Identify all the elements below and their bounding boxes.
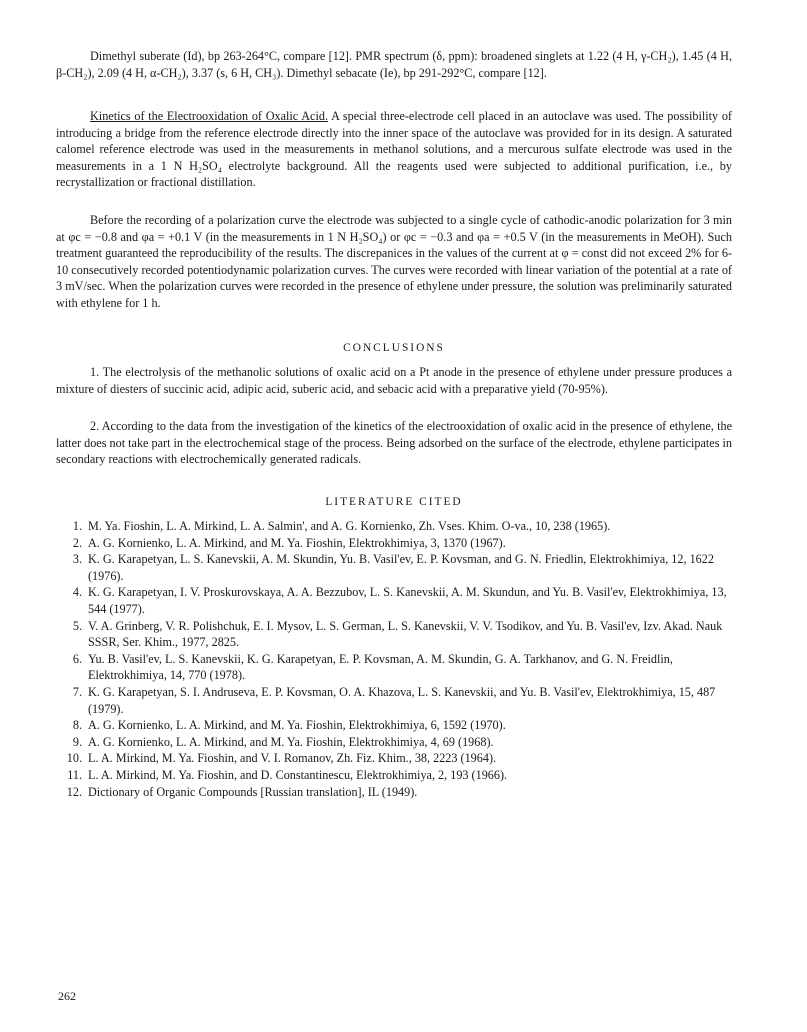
reference-text: V. A. Grinberg, V. R. Polishchuk, E. I. Mysov, L. S. German, L. S. Kanevskii, V. V. Tsodikov, and Yu. B. Vasil'ev, Izv. Akad. Nauk SSSR, Ser. Khim., 1977, 2825. [88,618,723,650]
reference-number: 11. [67,767,82,782]
reference-item [56,684,732,717]
reference-item [56,767,732,784]
reference-text: K. G. Karapetyan, I. V. Proskurovskaya, A. A. Bezzubov, L. S. Kanevskii, A. M. Skundun, and Yu. B. Vasil'ev, Elektrokhimiya, 13, 544 (1977). [88,585,727,616]
reference-item [56,750,732,767]
reference-number: 12. [66,784,82,799]
experimental-paragraph-kinetics [56,108,732,191]
literature-cited-heading: LITERATURE CITED [325,496,463,508]
reference-item [56,784,732,801]
reference-number: 4. [72,585,82,600]
reference-number: 9. [72,734,82,749]
reference-text: Dictionary of Organic Compounds [Russian translation], IL (1949). [88,784,418,799]
reference-text: Yu. B. Vasil'ev, L. S. Kanevskii, K. G. Karapetyan, E. P. Kovsman, A. M. Skundin, G. A. Tarkhanov, and G. N. Freidlin, Elektrokhimiya, 14, 770 (1978). [88,651,673,683]
reference-item [56,734,732,751]
experimental-paragraph-polarization [56,212,732,312]
conclusions-heading: CONCLUSIONS [343,342,445,354]
reference-number: 6. [72,651,82,666]
conclusion-item-1 [56,364,732,397]
reference-text: A. G. Kornienko, L. A. Mirkind, and M. Ya. Fioshin, Elektrokhimiya, 3, 1370 (1967). [88,535,506,550]
reference-item [56,618,732,651]
reference-list [56,518,732,800]
paragraph-text: A special three-electrode cell placed in an autoclave was used. The possibility of introducing a bridge from the reference electrode directly into the inner space of the autoclave was provided for in its design. A saturated calomel reference electrode was used in the measurements in methanol solutions, and a mercurous sulfate electrode was used in the measurements in a 1 N H₂SO₄ electrolyte background. All the reagents used were subjected to additional purification, i.e., by recrystallization or fractional distillation. [56,109,732,190]
reference-number: 10. [66,751,82,766]
reference-number: 2. [72,535,82,550]
reference-text: L. A. Mirkind, M. Ya. Fioshin, and D. Constantinescu, Elektrokhimiya, 2, 193 (1966). [88,767,508,782]
reference-text: K. G. Karapetyan, L. S. Kanevskii, A. M. Skundin, Yu. B. Vasil'ev, E. P. Kovsman, and G. N. Friedlin, Elektrokhimiya, 12, 1622 (1976). [88,552,714,583]
reference-text: L. A. Mirkind, M. Ya. Fioshin, and V. I. Romanov, Zh. Fiz. Khim., 38, 2223 (1964). [88,751,497,766]
reference-number: 5. [72,618,82,633]
reference-item [56,551,732,584]
reference-number: 1. [72,519,82,533]
paragraph-text: Before the recording of a polarization curve the electrode was subjected to a single cycle of cathodic-anodic polarization for 3 min at φc = −0.8 and φa = +0.1 V (in the measurements in 1 N H₂SO₄) or φc = −0.3 and φa = +0.5 V (in the measurements in MeOH). Such treatment guaranteed the reproducibility of the results. The discrepanices in the values of the current at φ = const did not exceed 2% for 6-10 consecutively recorded potentiodynamic polarization curves. The curves were recorded with linear variation of the potential at a rate of 3 mV/sec. When the polarization curves were recorded in the presence of ethylene under pressure, the solution was preliminarily saturated with ethylene for 1 h. [56,213,732,310]
conclusion-item-2 [56,418,732,468]
section-run-in-heading: Kinetics of the Electrooxidation of Oxalic Acid. [90,109,328,123]
reference-item [56,717,732,734]
conclusion-text: 1. The electrolysis of the methanolic solutions of oxalic acid on a Pt anode in the presence of ethylene under pressure produces a mixture of diesters of succinic acid, adipic acid, suberic acid, and sebacic acid with a preparative yield (70-95%). [56,365,732,396]
reference-number: 3. [72,552,82,567]
reference-item [56,535,732,552]
reference-number: 7. [72,684,82,699]
reference-number: 8. [72,718,82,733]
reference-item [56,651,732,684]
reference-text: A. G. Kornienko, L. A. Mirkind, and M. Ya. Fioshin, Elektrokhimiya, 6, 1592 (1970). [88,718,506,733]
experimental-paragraph-dimethyl-esters [56,48,732,81]
reference-text: K. G. Karapetyan, S. I. Andruseva, E. P. Kovsman, O. A. Khazova, L. S. Kanevskii, and Yu. B. Vasil'ev, Elektrokhimiya, 15, 487 (1979). [88,684,716,716]
reference-text: A. G. Kornienko, L. A. Mirkind, and M. Ya. Fioshin, Elektrokhimiya, 4, 69 (1968). [88,734,494,749]
reference-item [56,518,732,535]
reference-text: M. Ya. Fioshin, L. A. Mirkind, L. A. Salmin', and A. G. Kornienko, Zh. Vses. Khim. O-va., 10, 238 (1965). [88,519,611,533]
conclusion-text: 2. According to the data from the investigation of the kinetics of the electrooxidation of oxalic acid in the presence of ethylene, the latter does not take part in the electrochemical stage of the process. Being adsorbed on the surface of the electrode, ethylene participates in secondary reactions with electrochemically generated radicals. [56,419,732,467]
paragraph-text: Dimethyl suberate (Id), bp 263-264°C, compare [12]. PMR spectrum (δ, ppm): broadened singlets at 1.22 (4 H, γ-CH₂), 1.45 (4 H, β-CH₂), 2.09 (4 H, α-CH₂), 3.37 (s, 6 H, CH₃). Dimethyl sebacate (Ie), bp 291-292°C, compare [12]. [56,49,732,80]
reference-item [56,584,732,617]
page-number: 262 [58,989,76,1003]
